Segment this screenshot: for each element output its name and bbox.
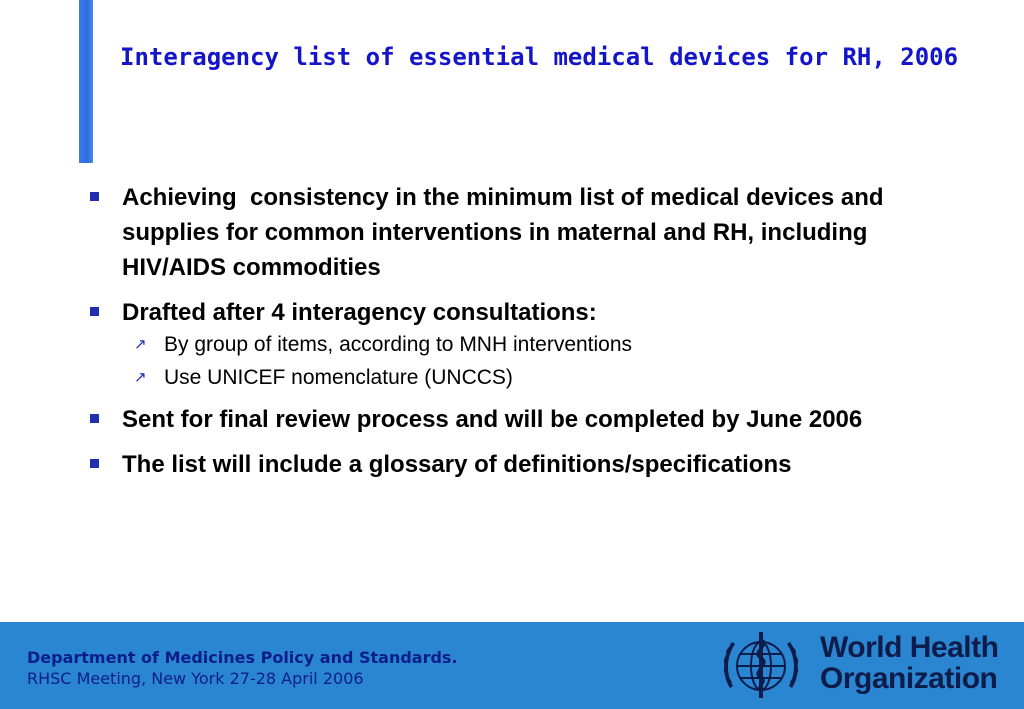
bullet-item <box>86 295 966 392</box>
subbullet-item <box>128 363 966 392</box>
who-logo-text <box>820 632 1010 694</box>
bullet-item <box>86 180 966 285</box>
footer-department: Department of Medicines Policy and Standards. <box>27 648 458 667</box>
arrow-bullet-icon: ↗ <box>134 368 147 386</box>
subbullet-text: Use UNICEF nomenclature (UNCCS) <box>164 366 513 389</box>
square-bullet-icon <box>90 459 99 468</box>
subbullet-text: By group of items, according to MNH interventions <box>164 333 633 356</box>
bullet-text: Sent for final review process and will be completed by June 2006 <box>122 406 863 433</box>
bullet-text: Drafted after 4 interagency consultations: <box>122 299 597 326</box>
title-accent-bar <box>79 0 93 163</box>
bullet-text: The list will include a glossary of definitions/specifications <box>122 451 792 478</box>
square-bullet-icon <box>90 307 99 316</box>
bullet-item <box>86 402 966 437</box>
bullet-text: Achieving consistency in the minimum list of medical devices and supplies for common interventions in maternal and RH, including HIV/AIDS commodities <box>122 184 891 281</box>
subbullet-item <box>128 330 966 359</box>
bullet-item <box>86 447 966 482</box>
who-emblem-icon <box>716 628 806 704</box>
footer-bar <box>0 622 1024 709</box>
bullet-list <box>86 180 966 492</box>
who-logo-line1: World Health <box>820 631 999 664</box>
who-logo-line2: Organization <box>820 662 998 695</box>
square-bullet-icon <box>90 414 99 423</box>
footer-meeting: RHSC Meeting, New York 27-28 April 2006 <box>27 669 364 688</box>
subbullet-list <box>122 330 966 392</box>
square-bullet-icon <box>90 192 99 201</box>
slide-title: Interagency list of essential medical devices for RH, 2006 <box>120 43 959 71</box>
arrow-bullet-icon: ↗ <box>134 335 147 353</box>
